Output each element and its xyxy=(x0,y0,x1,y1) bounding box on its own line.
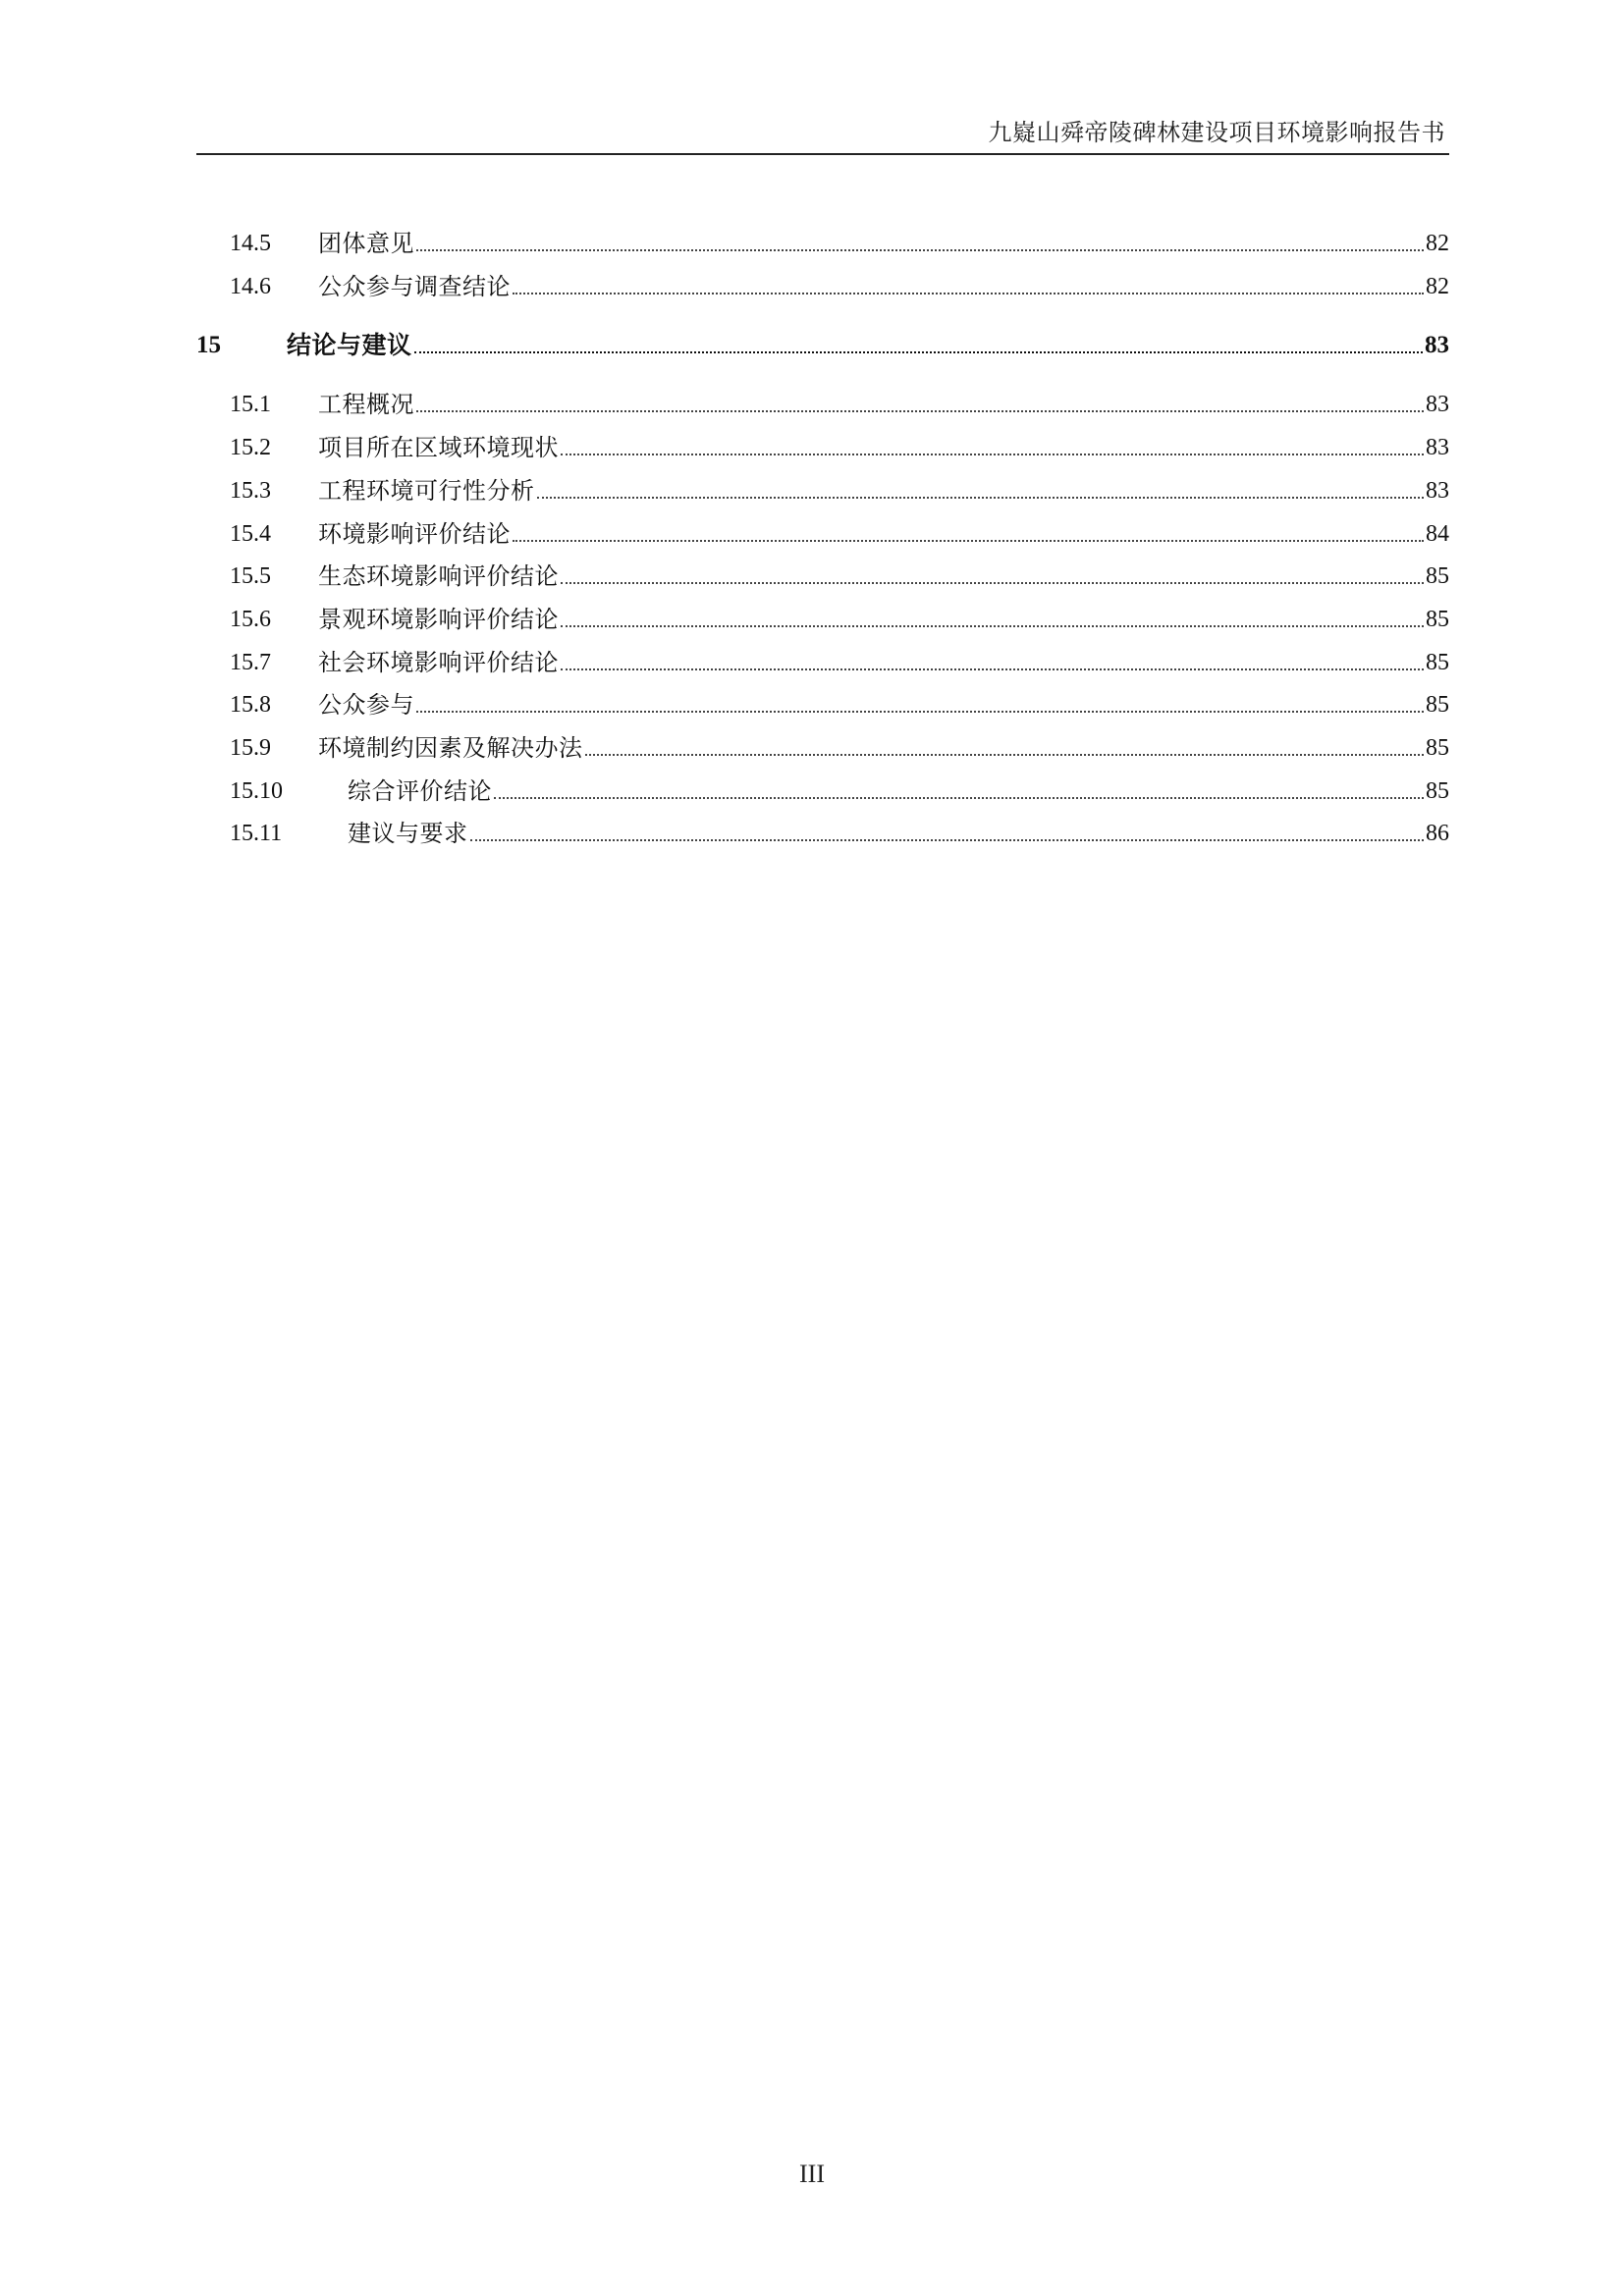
toc-entry-title: 项目所在区域环境现状 xyxy=(318,434,559,461)
toc-entry[interactable] xyxy=(196,224,1449,257)
toc-entry[interactable] xyxy=(196,772,1449,805)
toc-entry-page: 83 xyxy=(1425,332,1449,358)
toc-dot-leader xyxy=(416,249,1424,251)
toc-dot-leader xyxy=(416,711,1424,713)
toc-entry[interactable] xyxy=(196,267,1449,300)
toc-entry-page: 85 xyxy=(1426,607,1449,632)
toc-entry-number: 14.6 xyxy=(230,274,271,299)
toc-chapter-entry[interactable] xyxy=(196,326,1449,359)
toc-entry-page: 85 xyxy=(1426,650,1449,675)
toc-entry-title: 环境制约因素及解决办法 xyxy=(318,734,583,762)
toc-entry-title: 建议与要求 xyxy=(348,820,468,847)
toc-entry-number: 15.9 xyxy=(230,735,271,761)
toc-entry[interactable] xyxy=(196,428,1449,461)
toc-dot-leader xyxy=(470,839,1425,841)
toc-entry-number: 15.5 xyxy=(230,563,271,589)
toc-entry-number: 15.3 xyxy=(230,478,271,504)
toc-dot-leader xyxy=(561,454,1424,455)
toc-dot-leader xyxy=(561,582,1424,584)
toc-entry-number: 15.2 xyxy=(230,435,271,460)
toc-entry-page: 82 xyxy=(1426,231,1449,256)
toc-dot-leader xyxy=(513,293,1424,294)
toc-entry[interactable] xyxy=(196,685,1449,719)
toc-dot-leader xyxy=(416,410,1424,412)
toc-dot-leader xyxy=(561,625,1424,627)
toc-entry-title: 生态环境影响评价结论 xyxy=(318,562,559,590)
toc-entry-number: 15.10 xyxy=(230,778,283,804)
document-title: 九嶷山舜帝陵碑林建设项目环境影响报告书 xyxy=(988,119,1445,146)
page-header xyxy=(196,110,1449,155)
toc-entry-page: 85 xyxy=(1426,563,1449,589)
toc-entry-number: 15.1 xyxy=(230,392,271,417)
toc-entry-page: 85 xyxy=(1426,735,1449,761)
toc-entry-title: 结论与建议 xyxy=(287,331,412,359)
toc-entry-number: 14.5 xyxy=(230,231,271,256)
toc-entry-number: 15 xyxy=(196,332,221,358)
toc-entry-title: 公众参与 xyxy=(318,691,414,719)
toc-entry-page: 83 xyxy=(1426,478,1449,504)
toc-entry-title: 工程环境可行性分析 xyxy=(318,477,535,505)
toc-entry[interactable] xyxy=(196,471,1449,505)
toc-dot-leader xyxy=(494,797,1424,799)
toc-entry-page: 83 xyxy=(1426,435,1449,460)
toc-entry[interactable] xyxy=(196,514,1449,548)
toc-entry-page: 86 xyxy=(1426,821,1449,846)
toc-entry-title: 景观环境影响评价结论 xyxy=(318,606,559,633)
toc-entry-page: 85 xyxy=(1426,692,1449,718)
toc-entry[interactable] xyxy=(196,385,1449,418)
toc-entry-page: 84 xyxy=(1426,521,1449,547)
toc-entry[interactable] xyxy=(196,728,1449,762)
toc-entry-title: 综合评价结论 xyxy=(348,777,492,805)
toc-dot-leader xyxy=(561,668,1424,670)
toc-entry-number: 15.6 xyxy=(230,607,271,632)
toc-entry-title: 环境影响评价结论 xyxy=(318,520,511,548)
page-number: III xyxy=(799,2160,825,2188)
toc-entry[interactable] xyxy=(196,814,1449,847)
toc-dot-leader xyxy=(513,540,1424,542)
toc-entry-title: 公众参与调查结论 xyxy=(318,273,511,300)
toc-entry-page: 85 xyxy=(1426,778,1449,804)
toc-entry[interactable] xyxy=(196,643,1449,676)
toc-dot-leader xyxy=(537,497,1425,499)
toc-entry-number: 15.8 xyxy=(230,692,271,718)
toc-dot-leader xyxy=(585,754,1425,756)
toc-entry[interactable] xyxy=(196,557,1449,590)
toc-dot-leader xyxy=(414,351,1423,353)
toc-entry-number: 15.7 xyxy=(230,650,271,675)
toc-entry-title: 社会环境影响评价结论 xyxy=(318,649,559,676)
toc-entry-number: 15.4 xyxy=(230,521,271,547)
toc-entry-title: 团体意见 xyxy=(318,230,414,257)
toc-entry-number: 15.11 xyxy=(230,821,283,846)
toc-entry-page: 83 xyxy=(1426,392,1449,417)
toc-entry-page: 82 xyxy=(1426,274,1449,299)
toc-entry[interactable] xyxy=(196,600,1449,633)
toc-entry-title: 工程概况 xyxy=(318,391,414,418)
